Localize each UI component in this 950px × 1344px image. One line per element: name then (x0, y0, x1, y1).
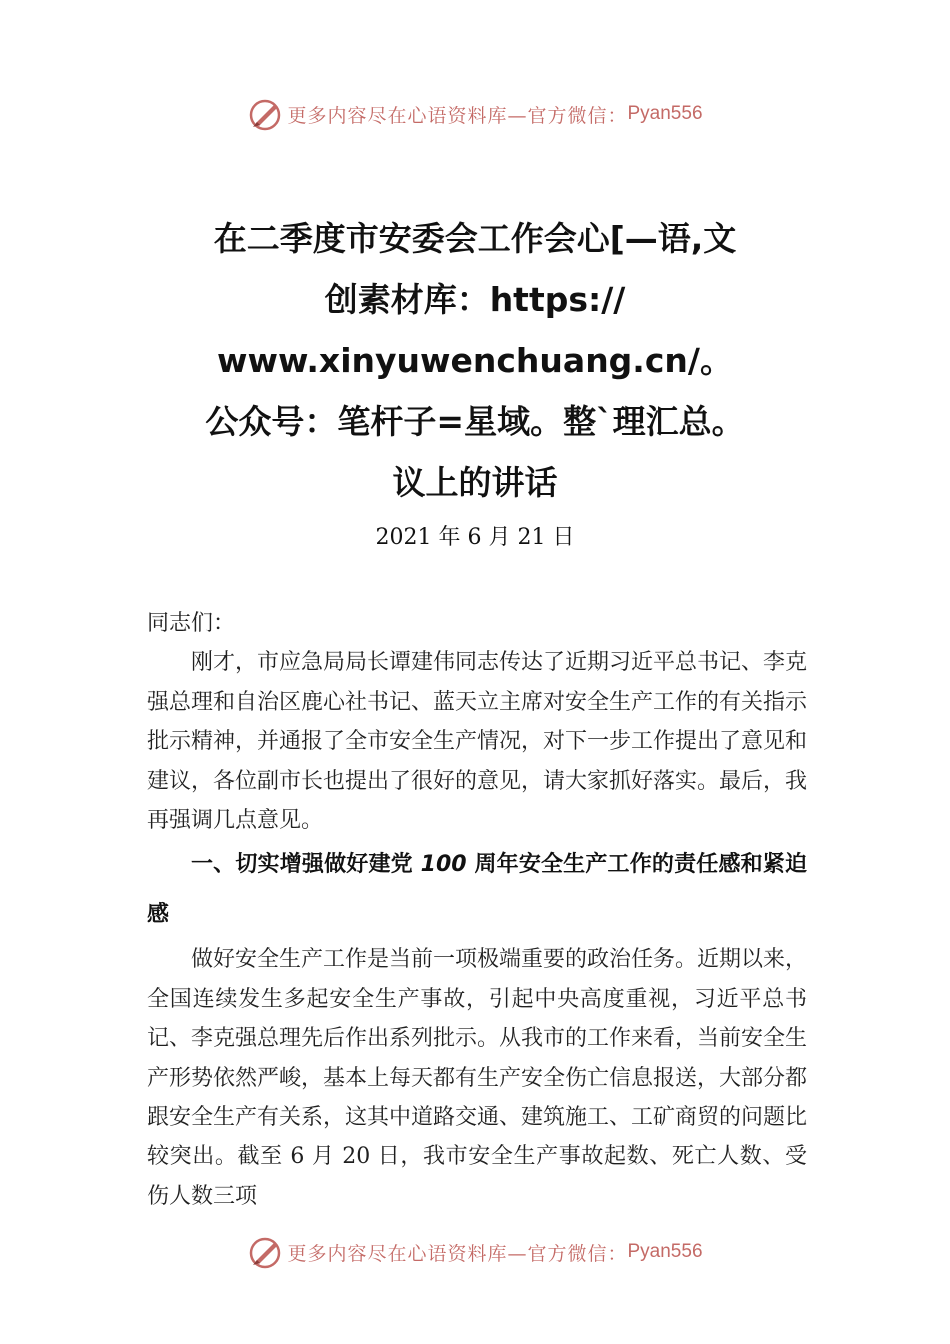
salutation: 同志们： (147, 611, 236, 636)
title-line: 议上的讲话 (392, 463, 558, 502)
title-line: 公众号：笔杆子=星域。整`理汇总。 (205, 402, 745, 441)
title-line: 创素材库：https:// (324, 280, 626, 319)
watermark-text: 更多内容尽在心语资料库—官方微信： (287, 1242, 628, 1265)
watermark-wechat-id: Pyan556 (627, 103, 703, 124)
watermark-banner-top (0, 92, 950, 136)
watermark-banner-bottom (0, 1230, 950, 1274)
section-heading-number: 100 (420, 852, 467, 878)
watermark-wechat-id: Pyan556 (627, 1241, 703, 1262)
pen-seal-logo-icon (247, 1234, 283, 1270)
document-title (150, 208, 800, 513)
pen-seal-logo-icon (247, 96, 283, 132)
document-body (147, 604, 807, 1216)
body-paragraph: 做好安全生产工作是当前一项极端重要的政治任务。近期以来，全国连续发生多起安全生产事故，引起中央高度重视，习近平总书记、李克强总理先后作出系列批示。从我市的工作来看，当前安全生产形势依然严峻，基本上每天都有生产安全伤亡信息报送，大部分都跟安全生产有关系，这其中道路交通、建筑施工、工矿商贸的问题比较突出。截至 6 月 20 日，我市安全生产事故起数、死亡人数、受伤人数三项 (147, 947, 808, 1209)
title-line: www.xinyuwenchuang.cn/。 (217, 341, 733, 380)
section-heading-text: 一、切实增强做好建党 (191, 852, 421, 878)
body-paragraph: 刚才，市应急局局长谭建伟同志传达了近期习近平总书记、李克强总理和自治区鹿心社书记、蓝天立主席对安全生产工作的有关指示批示精神，并通报了全市安全生产情况，对下一步工作提出了意见和建议，各位副市长也提出了很好的意见，请大家抓好落实。最后，我再强调几点意见。 (147, 650, 808, 834)
document-date: 2021 年 6 月 21 日 (375, 525, 575, 550)
title-line: 在二季度市安委会工作会心[—语,文 (213, 219, 737, 258)
watermark-text: 更多内容尽在心语资料库—官方微信： (287, 104, 628, 127)
section-heading-text: 周年安全生产工作的责任感和紧迫感 (147, 852, 807, 928)
section-heading (147, 840, 807, 940)
